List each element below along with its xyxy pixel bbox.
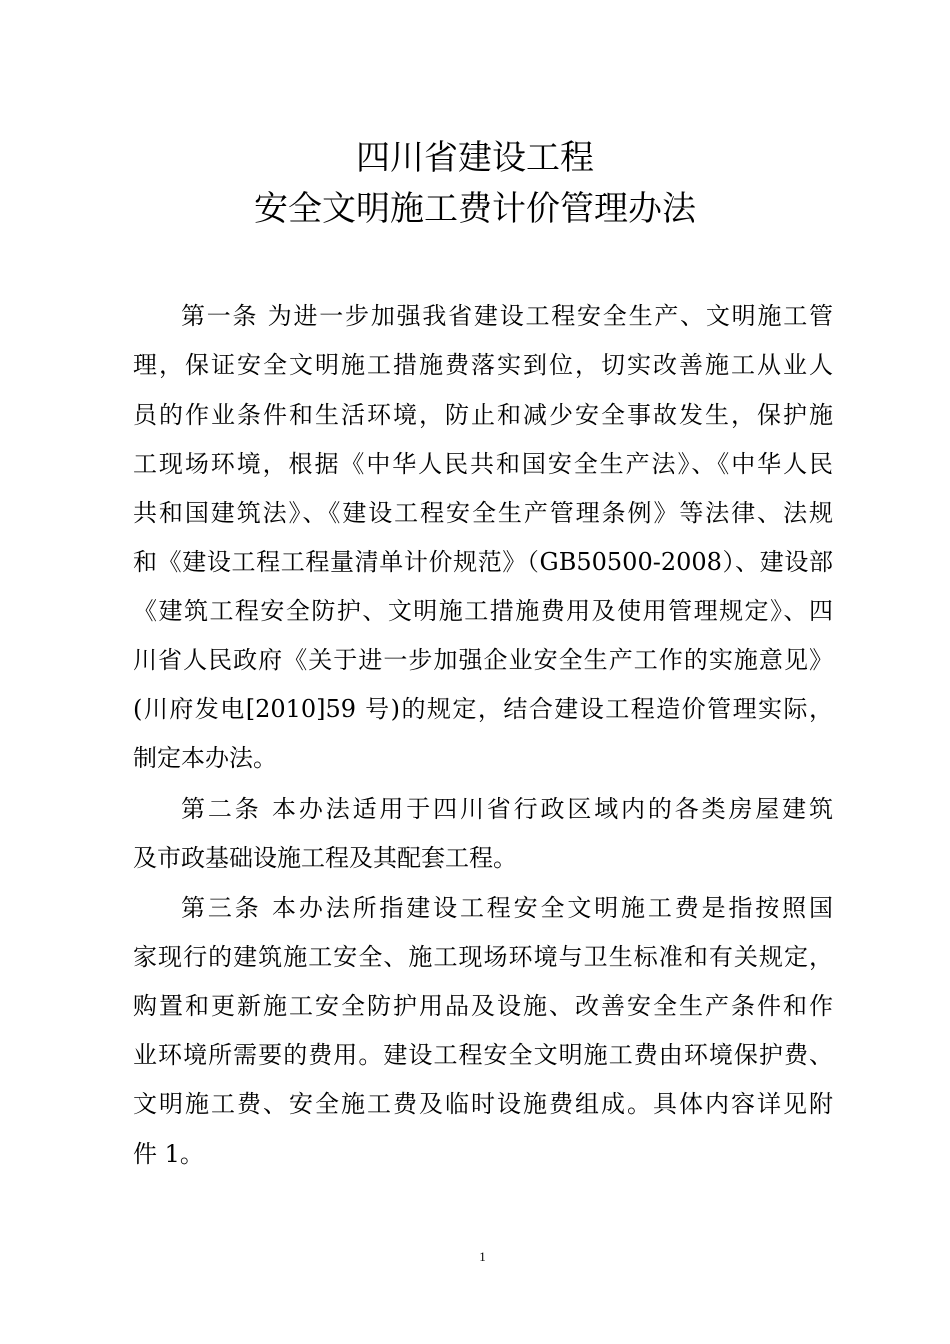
paragraph-line: 理，保证安全文明施工措施费落实到位，切实改善施工从业人 [133,351,833,379]
paragraph-line: 第三条 本办法所指建设工程安全文明施工费是指按照国 [181,894,833,922]
paragraph-line: 制定本办法。 [133,744,277,772]
document-title-line-1: 四川省建设工程 [356,138,594,178]
paragraph-line: 第一条 为进一步加强我省建设工程安全生产、文明施工管 [181,302,833,330]
document-title-line-2: 安全文明施工费计价管理办法 [254,189,696,229]
paragraph-line: 《建筑工程安全防护、文明施工措施费用及使用管理规定》、四 [133,597,833,625]
paragraph-line: 及市政基础设施工程及其配套工程。 [133,844,517,872]
paragraph-line: 川省人民政府《关于进一步加强企业安全生产工作的实施意见》 [133,646,833,674]
paragraph-line: 家现行的建筑施工安全、施工现场环境与卫生标准和有关规定， [133,943,833,971]
paragraph-line: 业环境所需要的费用。建设工程安全文明施工费由环境保护费、 [133,1041,833,1069]
paragraph-line: 和《建设工程工程量清单计价规范》（GB50500-2008）、建设部 [133,548,833,576]
paragraph-line: 员的作业条件和生活环境，防止和减少安全事故发生，保护施 [133,401,833,429]
page-number: 1 [479,1249,486,1264]
paragraph-line: 件 1。 [133,1140,204,1168]
paragraph-line: 购置和更新施工安全防护用品及设施、改善安全生产条件和作 [133,992,833,1020]
paragraph-line: 工现场环境，根据《中华人民共和国安全生产法》、《中华人民 [133,450,833,478]
paragraph-line: 共和国建筑法》、《建设工程安全生产管理条例》等法律、法规 [133,499,833,527]
paragraph-line: 第二条 本办法适用于四川省行政区域内的各类房屋建筑 [181,795,833,823]
paragraph-line: 文明施工费、安全施工费及临时设施费组成。具体内容详见附 [133,1090,833,1118]
paragraph-line: (川府发电[2010]59 号)的规定，结合建设工程造价管理实际， [133,695,833,723]
